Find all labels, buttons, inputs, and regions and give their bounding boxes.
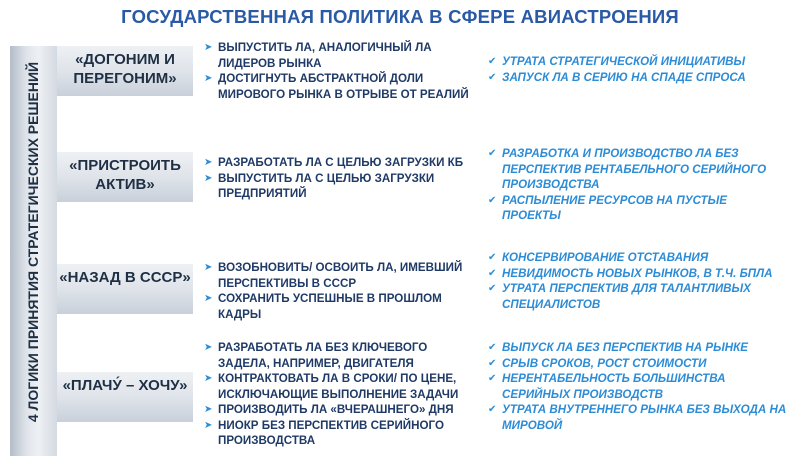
page-title: ГОСУДАРСТВЕННАЯ ПОЛИТИКА В СФЕРЕ АВИАСТРОЕНИЯ <box>121 6 679 27</box>
chevron-right-icon: ➤ <box>204 342 213 353</box>
checkmark-icon: ✔ <box>488 252 497 263</box>
consequence-item: ✔ СРЫВ СРОКОВ, РОСТ СТОИМОСТИ <box>488 356 707 370</box>
chevron-right-icon: ➤ <box>204 419 213 431</box>
chevron-right-icon: ➤ <box>204 172 213 184</box>
action-item: ➤ РАЗРАБОТАТЬ ЛА БЕЗ КЛЮЧЕВОГО ЗАДЕЛА, НАПРИМЕР, ДВИГАТЕЛЯ <box>204 341 428 370</box>
chevron-right-icon: ➤ <box>204 42 213 53</box>
consequence-item: ✔ УТРАТА ВНУТРЕННЕГО РЫНКА БЕЗ ВЫХОДА НА МИРОВОЙ <box>488 403 787 432</box>
checkmark-icon: ✔ <box>488 148 497 159</box>
logic-label-1: «ДОГОНИМ И ПЕРЕГОНИМ» <box>73 51 177 87</box>
action-item: ➤ СОХРАНИТЬ УСПЕШНЫЕ В ПРОШЛОМ КАДРЫ <box>204 292 442 321</box>
checkmark-icon: ✔ <box>488 56 497 67</box>
consequence-item: ✔ НЕРЕНТАБЕЛЬНОСТЬ БОЛЬШИНСТВА СЕРИЙНЫХ ПРОИЗВОДСТВ <box>488 372 726 401</box>
action-item: ➤ КОНТРАКТОВАТЬ ЛА В СРОКИ/ ПО ЦЕНЕ, ИСКЛЮЧАЮЩИЕ ВЫПОЛНЕНИЕ ЗАДАЧИ <box>204 372 459 401</box>
action-item: ➤ РАЗРАБОТАТЬ ЛА С ЦЕЛЬЮ ЗАГРУЗКИ КБ <box>204 156 464 169</box>
checkmark-icon: ✔ <box>488 267 497 279</box>
actions-list-3 <box>204 260 479 322</box>
action-item: ➤ НИОКР БЕЗ ПЕРСПЕКТИВ СЕРИЙНОГО ПРОИЗВОДСТВА <box>204 418 444 447</box>
checkmark-icon: ✔ <box>488 71 497 83</box>
consequence-item: ✔ УТРАТА СТРАТЕГИЧЕСКОЙ ИНИЦИАТИВЫ <box>488 55 746 68</box>
consequence-item: ✔ УТРАТА ПЕРСПЕКТИВ ДЛЯ ТАЛАНТЛИВЫХ СПЕЦИАЛИСТОВ <box>488 282 751 311</box>
consequences-list-2 <box>488 146 788 224</box>
logic-label-3: «НАЗАД В СССР» <box>59 269 191 286</box>
checkmark-icon: ✔ <box>488 357 497 369</box>
checkmark-icon: ✔ <box>488 283 497 294</box>
action-item: ➤ ДОСТИГНУТЬ АБСТРАКТНОЙ ДОЛИ МИРОВОГО РЫНКА В ОТРЫВЕ ОТ РЕАЛИЙ <box>204 72 469 101</box>
consequences-list-3 <box>488 250 788 312</box>
consequence-item: ✔ ЗАПУСК ЛА В СЕРИЮ НА СПАДЕ СПРОСА <box>488 70 746 84</box>
action-item: ➤ ВЫПУСТИТЬ ЛА, АНАЛОГИЧНЫЙ ЛА ЛИДЕРОВ РЫНКА <box>204 41 432 70</box>
action-item: ➤ ПРОИЗВОДИТЬ ЛА «ВЧЕРАШНЕГО» ДНЯ <box>204 403 454 416</box>
chevron-right-icon: ➤ <box>204 293 213 304</box>
checkmark-icon: ✔ <box>488 342 497 353</box>
logic-label-2: «ПРИСТРОИТЬ АКТИВ» <box>69 157 181 193</box>
consequences-list-4 <box>488 340 788 433</box>
chevron-right-icon: ➤ <box>204 262 213 273</box>
chevron-right-icon: ➤ <box>204 73 213 84</box>
actions-list-4 <box>204 340 479 449</box>
actions-list-1 <box>204 40 479 102</box>
chevron-right-icon: ➤ <box>204 404 213 415</box>
logic-label-4: «ПЛАЧУ́ – ХОЧУ» <box>62 377 188 394</box>
consequence-item: ✔ РАСПЫЛЕНИЕ РЕСУРСОВ НА ПУСТЫЕ ПРОЕКТЫ <box>488 193 727 222</box>
consequence-item: ✔ КОНСЕРВИРОВАНИЕ ОТСТАВАНИЯ <box>488 251 709 264</box>
checkmark-icon: ✔ <box>488 404 497 415</box>
consequence-item: ✔ ВЫПУСК ЛА БЕЗ ПЕРСПЕКТИВ НА РЫНКЕ <box>488 341 748 354</box>
chevron-right-icon: ➤ <box>204 373 213 384</box>
chevron-right-icon: ➤ <box>204 157 213 168</box>
consequence-item: ✔ РАЗРАБОТКА И ПРОИЗВОДСТВО ЛА БЕЗ ПЕРСПЕКТИВ РЕНТАБЕЛЬНОГО СЕРИЙНОГО ПРОИЗВОДСТВА <box>488 147 767 191</box>
actions-list-2 <box>204 155 479 202</box>
action-item: ➤ ВОЗОБНОВИТЬ/ ОСВОИТЬ ЛА, ИМЕВШИЙ ПЕРСПЕКТИВЫ В СССР <box>204 261 463 290</box>
checkmark-icon: ✔ <box>488 194 497 206</box>
checkmark-icon: ✔ <box>488 373 497 384</box>
action-item: ➤ ВЫПУСТИТЬ ЛА С ЦЕЛЬЮ ЗАГРУЗКИ ПРЕДПРИЯТИЙ <box>204 171 435 200</box>
consequence-item: ✔ НЕВИДИМОСТЬ НОВЫХ РЫНКОВ, В Т.Ч. БПЛА <box>488 266 773 280</box>
spine-label: 4 ЛОГИКИ ПРИНЯТИЯ СТРАТЕГИЧЕСКИХ РЕШЕНИЙ <box>25 61 41 423</box>
consequences-list-1 <box>488 54 788 85</box>
